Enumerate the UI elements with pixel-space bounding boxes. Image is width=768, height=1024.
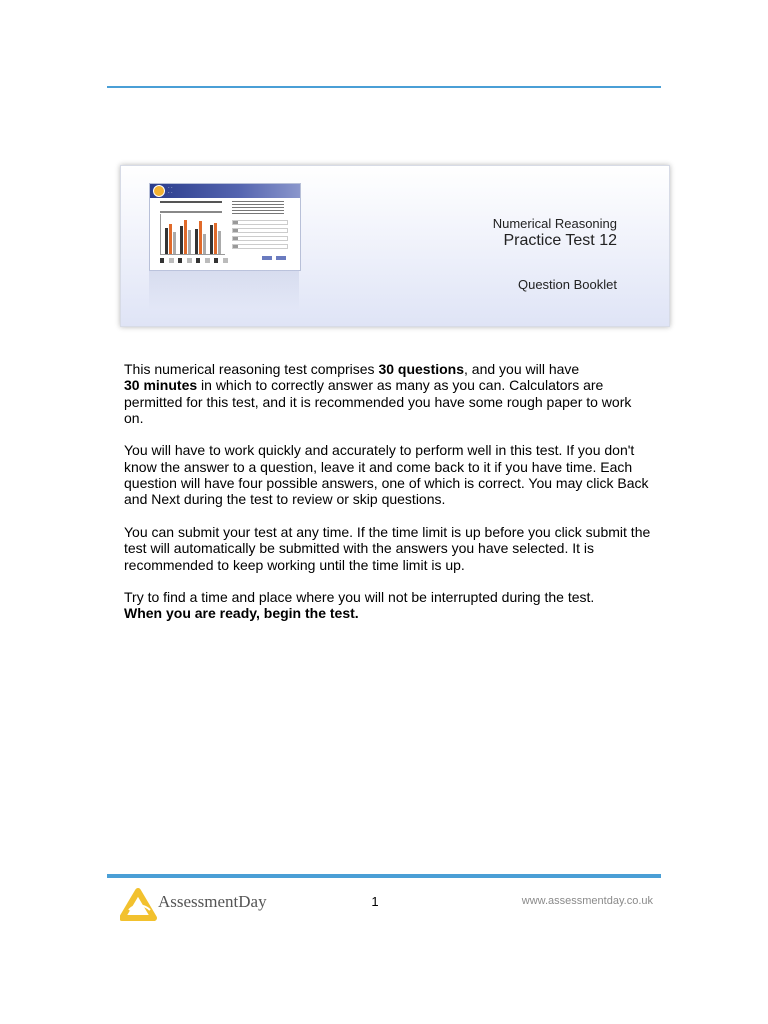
begin-instruction: When you are ready, begin the test. bbox=[124, 605, 359, 622]
instructions bbox=[124, 361, 654, 638]
title-banner bbox=[120, 165, 670, 327]
question-count: 30 questions bbox=[378, 361, 465, 377]
instructions-paragraph-1: This numerical reasoning test comprises 30 questions, and you will have 30 minutes in which to correctly answer as many as you can. Calculators are permitted for this test, and it is recommended you have some rough paper to work on. bbox=[124, 361, 632, 426]
instructions-paragraph-4: Try to find a time and place where you will not be interrupted during the test. When you are ready, begin the test. bbox=[124, 589, 595, 622]
thumbnail-reflection bbox=[149, 270, 299, 310]
banner-title: Practice Test 12 bbox=[503, 232, 617, 249]
instructions-paragraph-2: You will have to work quickly and accurately to perform well in this test. If you don't know the answer to a question, leave it and come back to it if you have time. Each question will have four possible answers, one of which is correct. You may click Back and Next during the test to review or skip questions. bbox=[124, 442, 649, 508]
thumbnail-bar-chart bbox=[160, 214, 225, 255]
banner-booklet-label: Question Booklet bbox=[517, 277, 617, 292]
footer-rule bbox=[107, 874, 661, 878]
logo-triangle-icon bbox=[120, 888, 158, 922]
time-limit: 30 minutes bbox=[124, 377, 198, 394]
page-number: 1 bbox=[371, 894, 379, 909]
header-rule bbox=[107, 86, 661, 88]
banner-subtitle: Numerical Reasoning bbox=[492, 216, 617, 231]
assessmentday-logo bbox=[120, 888, 280, 922]
test-screenshot-thumbnail: · · · · bbox=[149, 183, 301, 271]
instructions-paragraph-3: You can submit your test at any time. If the time limit is up before you click submit the test will automatically be submitted with the answers you have selected. It is recommended to keep working until the time limit is up. bbox=[124, 523, 651, 573]
footer-url: www.assessmentday.co.uk bbox=[521, 895, 653, 907]
logo-text: AssessmentDay bbox=[158, 892, 267, 911]
